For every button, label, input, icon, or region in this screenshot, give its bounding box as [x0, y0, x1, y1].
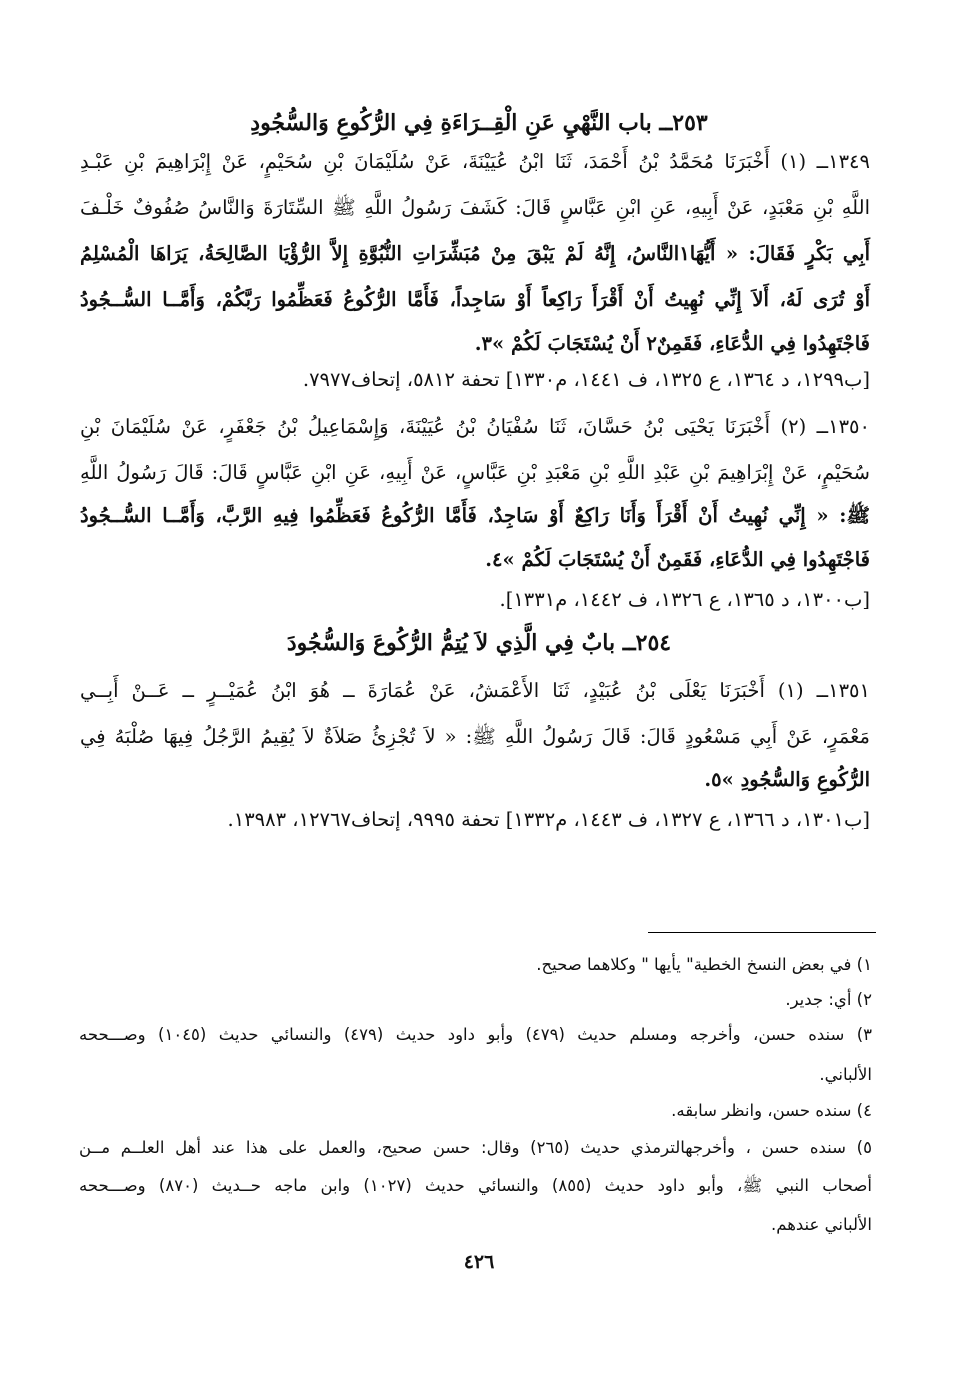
footnote-5-line-2: أصحاب النبي ﷺ، وأبو داود حديث (٨٥٥) والنسائي حديث (١٠٢٧) وابن ماجه حــديث (٨٧٠) وصـــححه: [79, 1176, 872, 1195]
page-number: ٤٢٦: [463, 1251, 495, 1273]
hadith-1351-line-3: الرُّكُوعِ وَالسُّجُودِ »٥.: [704, 768, 870, 791]
hadith-1349-line-2: اللَّهِ بْنِ مَعْبَدٍ، عَنْ أَبِيهِ، عَنِ ابْنِ عَبَّاسٍ قَالَ: كَشَفَ رَسُولُ اللَّهِ ﷺ السِّتَارَةَ وَالنَّاسُ صُفُوفٌ خَلْـفَ: [80, 196, 870, 219]
hadith-1350-reference: [ب١٣٠٠، د ١٣٦٥، ع ١٣٢٦، ف ١٤٤٢، م١٣٣١].: [499, 588, 870, 611]
hadith-1350-line-3: ﷺ: « إِنِّي نُهِيتُ أَنْ أَقْرَأَ وَأَنَا رَاكِعٌ أَوْ سَاجِدٌ، فَأَمَّا الرُّكُوعُ فَعَظِّمُوا فِيهِ الرَّبَّ، وَأَمَّــا السُّــجُودُ: [80, 504, 870, 527]
hadith-1351-line-2: مَعْمَرٍ، عَنْ أَبِي مَسْعُودٍ قَالَ: قَالَ رَسُولُ اللَّهِ ﷺ: « لاَ تُجْزِئُ صَلاَةٌ لاَ يُقِيمُ الرَّجُلُ فِيهَا صُلْبَهُ فِي: [80, 725, 870, 748]
hadith-1349-line-1: ١٣٤٩ــ (١) أَخْبَرَنَا مُحَمَّدُ بْنُ أَحْمَدَ، ثَنَا ابْنُ عُيَيْنَةَ، عَنْ سُلَيْمَانَ بْنِ سُحَيْمٍ، عَنْ إِبْرَاهِيمَ بْنِ عَبْـدِ: [80, 150, 871, 173]
hadith-1349-line-3: أَبِي بَكْرٍ فَقَالَ: « أَيُّهَا١النَّاسُ، إِنَّهُ لَمْ يَبْقَ مِنْ مُبَشِّرَاتِ النُّبُوَّةِ إِلاَّ الرُّؤْيَا الصَّالِحَةُ، يَرَاهَا الْمُسْلِمُ: [80, 242, 870, 265]
footnote-5-line-3: الألباني عندهم.: [770, 1215, 872, 1234]
hadith-1349-reference: [ب١٢٩٩، د ١٣٦٤، ع ١٣٢٥، ف ١٤٤١، م١٣٣٠] تحفة ٥٨١٢، إتحاف٧٩٧٧.: [302, 368, 870, 391]
footnote-4: ٤) سنده حسن، وانظر سابقه.: [671, 1101, 872, 1120]
hadith-1349-line-4: أَوْ تُرَى لَهُ، أَلاَ إِنِّي نُهِيتُ أَنْ أَقْرَأَ رَاكِعاً أَوْ سَاجِداً، فَأَمَّا الرُّكُوعُ فَعَظِّمُوا رَبَّكُمْ، وَأَمَّــا السُّــجُودُ: [80, 288, 870, 311]
hadith-1351-reference: [ب١٣٠١، د ١٣٦٦، ع ١٣٢٧، ف ١٤٤٣، م١٣٣٢] تحفة ٩٩٩٥، إتحاف١٢٧٦٧، ١٣٩٨٣.: [227, 808, 870, 831]
hadith-1351-line-1: ١٣٥١ــ (١) أَخْبَرَنَا يَعْلَى بْنُ عُبَيْدٍ، ثَنَا الأَعْمَشُ، عَنْ عُمَارَةَ ــ هُوَ ابْنُ عُمَيْــرٍ ــ عَــنْ أَبِــي: [80, 679, 870, 702]
footnote-3-line-2: الألباني.: [819, 1065, 872, 1084]
chapter-heading-253: ٢٥٣ــ باب النَّهْيِ عَنِ الْقِــرَاءَةِ فِي الرُّكُوعِ وَالسُّجُودِ: [250, 110, 708, 136]
footnote-3-line-1: ٣) سنده حسن، وأخرجه ومسلم حديث (٤٧٩) وأبو داود حديث (٤٧٩) والنسائي حديث (١٠٤٥) وصـــححه: [79, 1025, 873, 1044]
hadith-1350-line-1: ١٣٥٠ــ (٢) أَخْبَرَنَا يَحْيَى بْنُ حَسَّانَ، ثَنَا سُفْيَانُ بْنُ عُيَيْنَةَ، وَإِسْمَاعِيلُ بْنُ جَعْفَرٍ، عَنْ سُلَيْمَانَ بْنِ: [80, 415, 871, 438]
hadith-1350-line-2: سُحَيْمٍ، عَنْ إِبْرَاهِيمَ بْنِ عَبْدِ اللَّهِ بْنِ مَعْبَدِ بْنِ عَبَّاسٍ، عَنْ أَبِيهِ، عَنِ ابْنِ عَبَّاسٍ قَالَ: قَالَ رَسُولُ اللَّهِ: [80, 461, 870, 484]
footnote-5-line-1: ٥) سنده حسن ، وأخرجهالترمذي حديث (٢٦٥) وقال: حسن صحيح، والعمل على هذا عند أهل العلــم مــن: [79, 1138, 872, 1157]
hadith-1350-line-4: فَاجْتَهِدُوا فِي الدُّعَاءِ، فَقَمِنٌ أَنْ يُسْتَجَابَ لَكُمْ »٤.: [485, 548, 870, 571]
footnote-2: ٢) أي: جدير.: [785, 990, 872, 1009]
hadith-1349-line-5: فَاجْتَهِدُوا فِي الدُّعَاءِ، فَقَمِنٌ٢ أَنْ يُسْتَجَابَ لَكُمْ »٣.: [474, 332, 870, 355]
footnote-1: ١) في بعض النسخ الخطية" يأيها " وكلاهما صحيح.: [536, 955, 872, 974]
footnote-separator: [648, 932, 876, 933]
chapter-heading-254: ٢٥٤ــ بابٌ فِي الَّذِي لاَ يُتِمُّ الرُّكُوعَ وَالسُّجُودَ: [286, 630, 672, 656]
